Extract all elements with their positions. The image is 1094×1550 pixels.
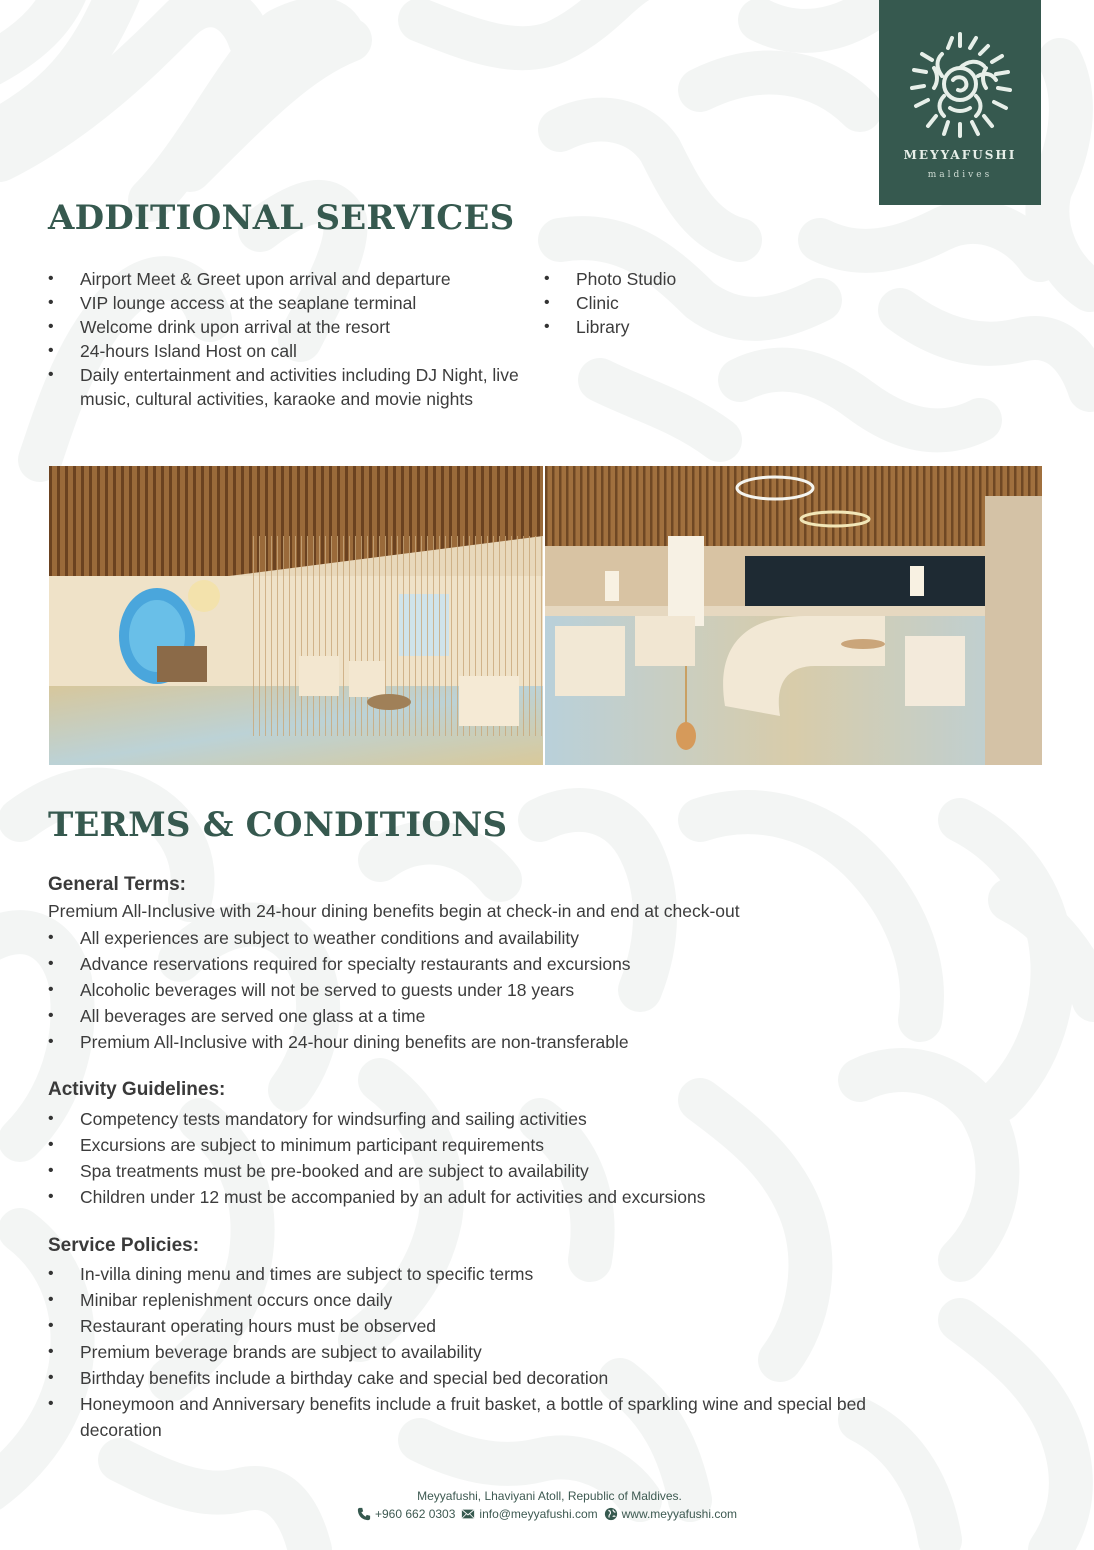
- list-item: • VIP lounge access at the seaplane terminal: [48, 291, 528, 315]
- list-item: • Alcoholic beverages will not be served to guests under 18 years: [48, 977, 948, 1003]
- service-policies-list: [48, 1261, 928, 1443]
- list-item: • Photo Studio: [544, 267, 804, 291]
- list-item: • Airport Meet & Greet upon arrival and departure: [48, 267, 528, 291]
- phone-number: +960 662 0303: [374, 1507, 456, 1521]
- footer-address: Meyyafushi, Lhaviyani Atoll, Republic of Maldives.: [417, 1489, 682, 1503]
- list-item: • In-villa dining menu and times are subject to specific terms: [48, 1261, 928, 1287]
- email-link[interactable]: info@meyyafushi.com: [479, 1507, 598, 1521]
- footer-website[interactable]: [604, 1507, 737, 1521]
- general-terms-list: [48, 925, 948, 1055]
- lounge-reception-photo: [49, 466, 543, 765]
- list-item: • Children under 12 must be accompanied by an adult for activities and excursions: [48, 1184, 948, 1210]
- globe-icon: [604, 1507, 618, 1521]
- coral-sun-logo-icon: [908, 30, 1012, 138]
- list-item: • Restaurant operating hours must be observed: [48, 1313, 928, 1339]
- general-terms-intro: Premium All-Inclusive with 24-hour dining benefits begin at check-in and end at check-out: [48, 901, 740, 921]
- footer-phone[interactable]: [357, 1507, 455, 1521]
- brand-logo: [879, 0, 1041, 205]
- list-item: • Welcome drink upon arrival at the resort: [48, 315, 528, 339]
- list-item: • Birthday benefits include a birthday cake and special bed decoration: [48, 1365, 928, 1391]
- general-terms-heading: General Terms:: [48, 874, 186, 895]
- services-list-right: [544, 267, 804, 339]
- phone-icon: [357, 1507, 371, 1521]
- envelope-icon: [461, 1507, 475, 1521]
- list-item: • All beverages are served one glass at a time: [48, 1003, 948, 1029]
- additional-services-title: ADDITIONAL SERVICES: [48, 198, 515, 238]
- terms-title: TERMS & CONDITIONS: [48, 805, 508, 845]
- lounge-seating-photo: [545, 466, 1042, 765]
- activity-guidelines-heading: Activity Guidelines:: [48, 1079, 226, 1100]
- footer-email[interactable]: [461, 1507, 597, 1521]
- list-item: • Premium beverage brands are subject to availability: [48, 1339, 928, 1365]
- list-item: • Premium All-Inclusive with 24-hour dining benefits are non-transferable: [48, 1029, 948, 1055]
- list-item: • Library: [544, 315, 804, 339]
- list-item: • Competency tests mandatory for windsurfing and sailing activities: [48, 1106, 948, 1132]
- photo-gallery: [49, 466, 1042, 765]
- website-link[interactable]: www.meyyafushi.com: [621, 1507, 738, 1521]
- list-item: • Honeymoon and Anniversary benefits include a fruit basket, a bottle of sparkling wine and special bed decoration: [48, 1391, 928, 1443]
- list-item: • All experiences are subject to weather conditions and availability: [48, 925, 948, 951]
- list-item: • Clinic: [544, 291, 804, 315]
- list-item: • Excursions are subject to minimum participant requirements: [48, 1132, 948, 1158]
- brand-subtitle: maldives: [927, 170, 993, 180]
- footer-contacts: [357, 1507, 737, 1521]
- footer: [0, 1489, 1094, 1524]
- brand-name: MEYYAFUSHI: [903, 148, 1017, 162]
- service-policies-heading: Service Policies:: [48, 1235, 200, 1256]
- services-list-left: [48, 267, 528, 411]
- list-item: • Advance reservations required for specialty restaurants and excursions: [48, 951, 948, 977]
- list-item: • Minibar replenishment occurs once daily: [48, 1287, 928, 1313]
- list-item: • 24-hours Island Host on call: [48, 339, 528, 363]
- list-item: • Daily entertainment and activities including DJ Night, live music, cultural activities, karaoke and movie nights: [48, 363, 528, 411]
- activity-guidelines-list: [48, 1106, 948, 1210]
- list-item: • Spa treatments must be pre-booked and are subject to availability: [48, 1158, 948, 1184]
